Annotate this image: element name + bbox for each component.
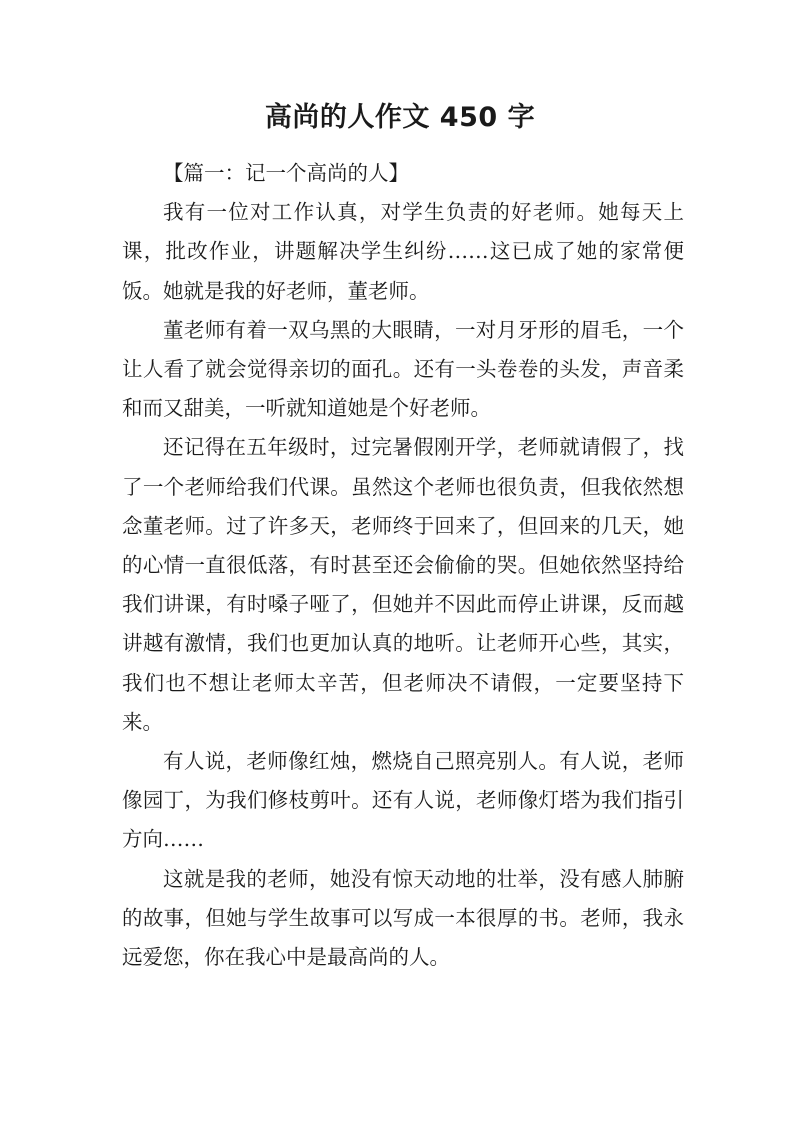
paragraph-4: 有人说，老师像红烛，燃烧自己照亮别人。有人说，老师像园丁，为我们修枝剪叶。还有人说，老师像灯塔为我们指引方向……	[122, 749, 684, 852]
paragraph-2: 董老师有着一双乌黑的大眼睛，一对月牙形的眉毛，一个让人看了就会觉得亲切的面孔。还有一头卷卷的头发，声音柔和而又甜美，一听就知道她是个好老师。	[122, 317, 684, 421]
paragraph-3: 还记得在五年级时，过完暑假刚开学，老师就请假了，找了一个老师给我们代课。虽然这个老师也很负责，但我依然想念董老师。过了许多天，老师终于回来了，但回来的几天，她的心情一直很低落，有时甚至还会偷偷的哭。但她依然坚持给我们讲课，有时嗓子哑了，但她并不因此而停止讲课，反而越讲越有激情，我们也更加认真的地听。让老师开心些，其实，我们也不想让老师太辛苦，但老师决不请假，一定要坚持下来。	[122, 435, 684, 734]
section-heading: 【篇一：记一个高尚的人】	[163, 161, 409, 185]
document-title: 高尚的人作文 450 字	[264, 102, 536, 133]
paragraph-5: 这就是我的老师，她没有惊天动地的壮举，没有感人肺腑的故事，但她与学生故事可以写成一本很厚的书。老师，我永远爱您，你在我心中是最高尚的人。	[122, 866, 684, 970]
document-body	[122, 154, 684, 977]
paragraph-1: 我有一位对工作认真，对学生负责的好老师。她每天上课，批改作业，讲题解决学生纠纷……这已成了她的家常便饭。她就是我的好老师，董老师。	[122, 200, 684, 303]
